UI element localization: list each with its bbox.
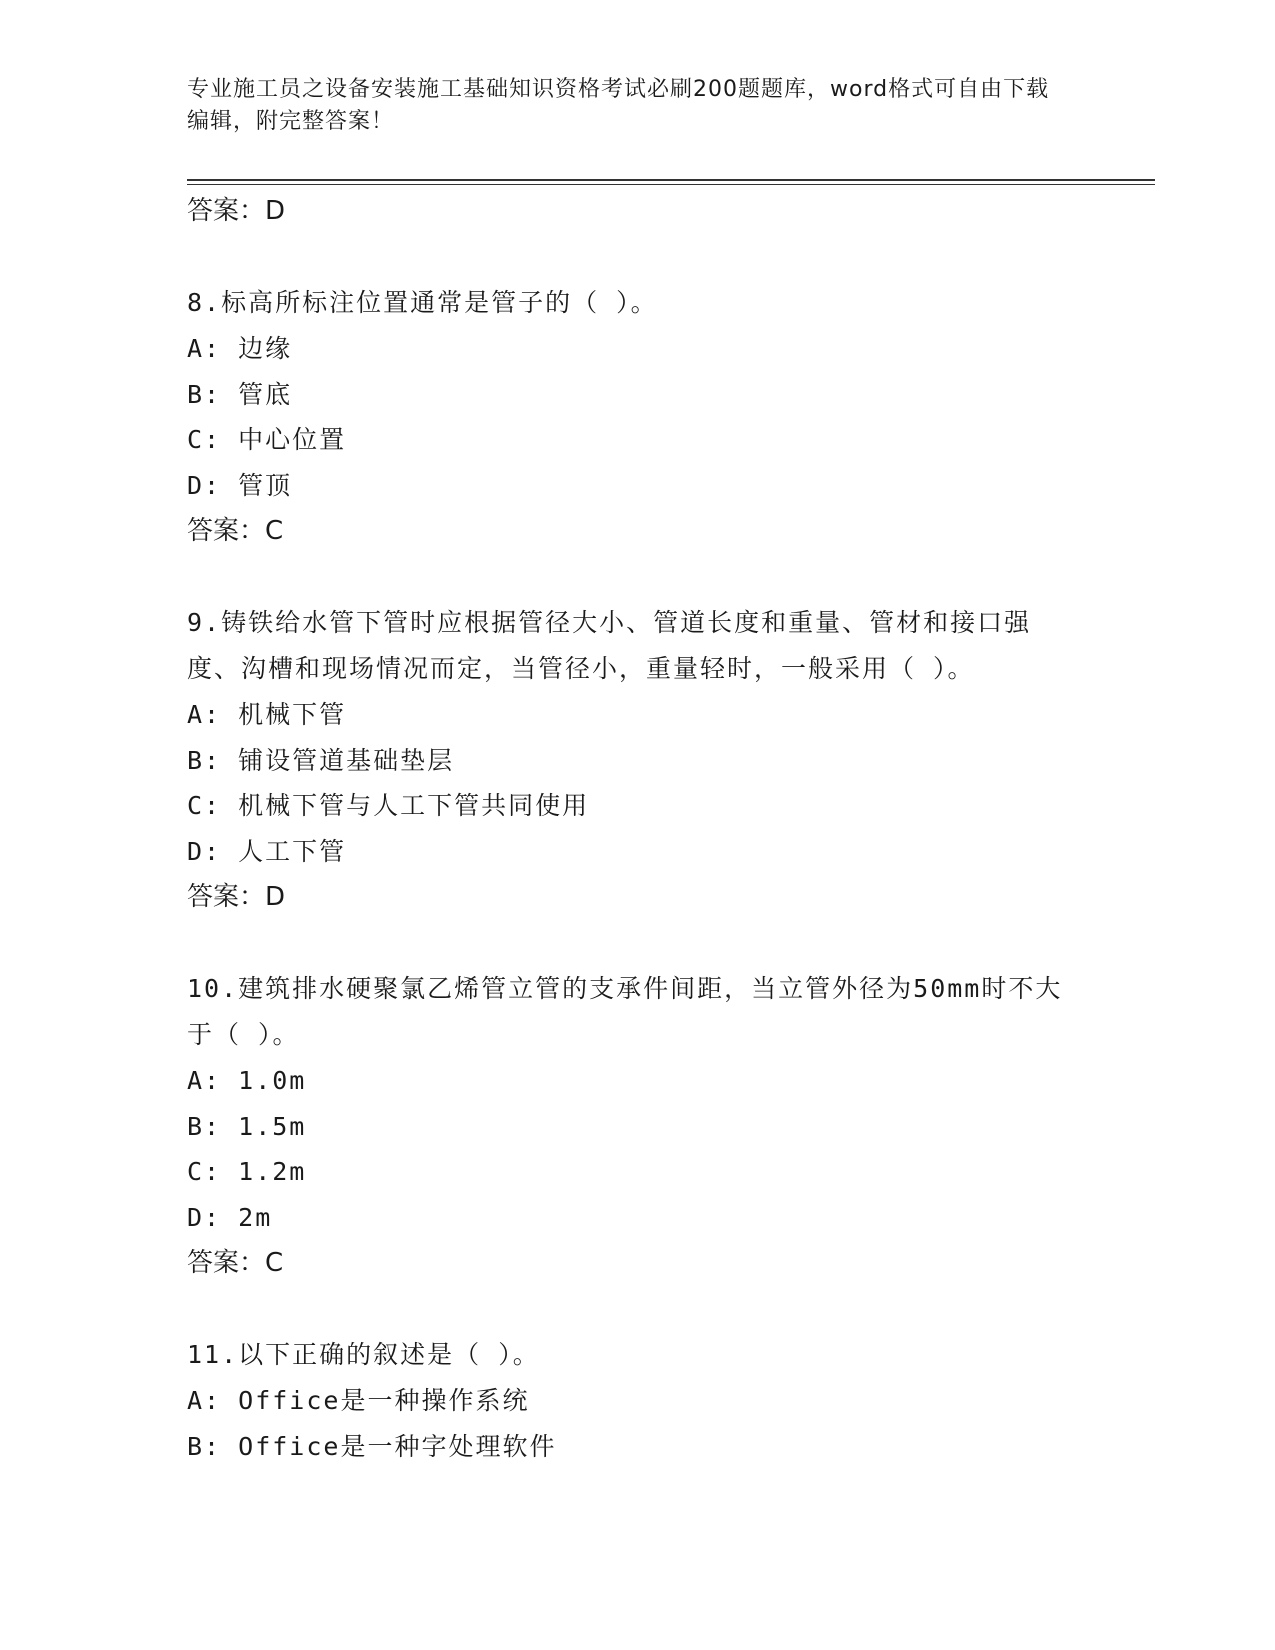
option-a: A: 边缘 (187, 334, 293, 363)
option-b: B: Office是一种字处理软件 (187, 1431, 557, 1461)
option-d: D: 管顶 (187, 470, 293, 500)
answer: 答案：D (187, 882, 286, 912)
option-a: A: Office是一种操作系统 (187, 1386, 530, 1415)
answer: 答案：C (187, 516, 284, 546)
option-b: B: 管底 (187, 379, 293, 409)
document-header (187, 74, 1067, 138)
question-11 (187, 1332, 1077, 1469)
option-b: B: 1.5m (187, 1111, 307, 1141)
header-text: 专业施工员之设备安装施工基础知识资格考试必刷200题题库，word格式可自由下载编辑，附完整答案！ (187, 77, 1050, 134)
question-10 (187, 966, 1077, 1286)
header-divider (187, 179, 1155, 185)
question-stem: 9.铸铁给水管下管时应根据管径大小、管道长度和重量、管材和接口强度、沟槽和现场情况而定，当管径小，重量轻时，一般采用（ ）。 (187, 608, 1032, 683)
question-stem: 10.建筑排水硬聚氯乙烯管立管的支承件间距，当立管外径为50mm时不大于（ ）。 (187, 974, 1063, 1049)
question-stem: 8.标高所标注位置通常是管子的（ ）。 (187, 288, 658, 317)
option-c: C: 中心位置 (187, 425, 347, 454)
previous-answer: 答案：D (187, 196, 286, 226)
option-d: D: 2m (187, 1202, 273, 1232)
option-c: C: 1.2m (187, 1157, 307, 1186)
option-c: C: 机械下管与人工下管共同使用 (187, 791, 590, 820)
question-9 (187, 600, 1077, 920)
answer: 答案：C (187, 1248, 284, 1278)
option-b: B: 铺设管道基础垫层 (187, 745, 455, 775)
option-a: A: 机械下管 (187, 700, 347, 729)
question-list (187, 188, 1077, 1469)
question-8 (187, 280, 1077, 554)
question-stem: 11.以下正确的叙述是（ ）。 (187, 1340, 540, 1369)
option-d: D: 人工下管 (187, 836, 347, 866)
option-a: A: 1.0m (187, 1066, 307, 1095)
